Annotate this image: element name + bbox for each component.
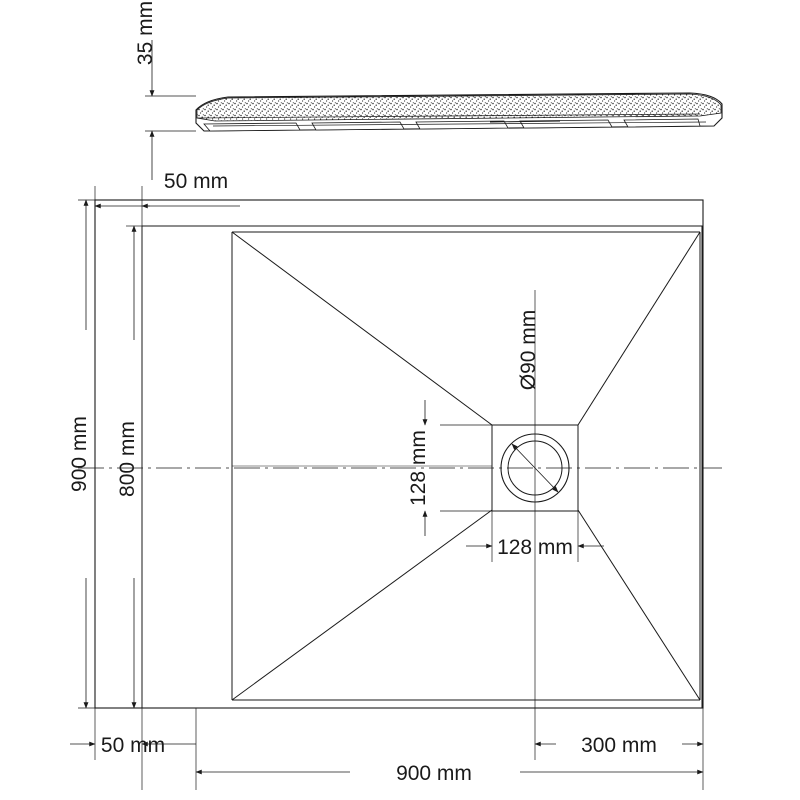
- dim-label-50mm-top: 50 mm: [163, 170, 229, 193]
- dim-label-800mm-left: 800 mm: [116, 421, 139, 497]
- dim-label-128mm-vertical: 128 mm: [407, 430, 430, 506]
- tray-outer-outline: [95, 200, 703, 708]
- dim-label-35mm: 35 mm: [134, 0, 157, 66]
- dim-label-128mm-horizontal: 128 mm: [497, 536, 573, 559]
- dim-label-300mm-bottom-right: 300 mm: [581, 734, 657, 757]
- dim-label-diameter-90mm: Ø90 mm: [517, 309, 540, 391]
- side-section-body: [196, 93, 722, 131]
- dim-label-900mm-left: 900 mm: [68, 416, 91, 492]
- dim-label-50mm-bottom-left: 50 mm: [100, 734, 166, 757]
- dim-label-900mm-bottom: 900 mm: [396, 762, 472, 785]
